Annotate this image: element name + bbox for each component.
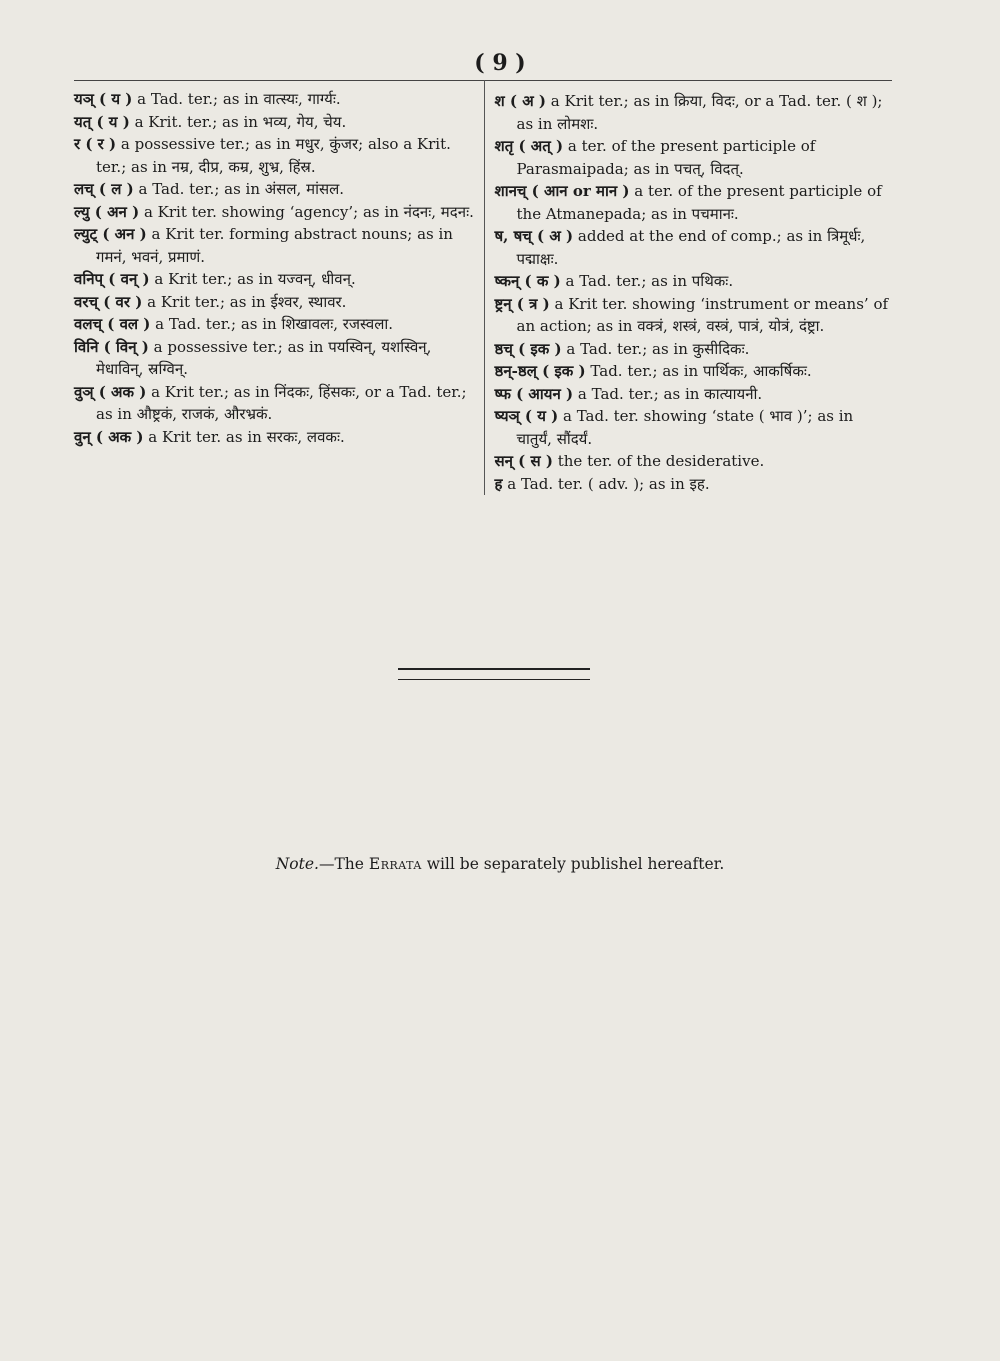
note-dash: —: [318, 855, 335, 873]
entry-term: लच् ( ल ): [74, 180, 134, 198]
entry-definition: a possessive ter.; as in पयस्विन्, यशस्विन्, मेधाविन्, स्रग्विन्.: [96, 337, 432, 378]
entry-term: श ( अ ): [494, 92, 547, 110]
entry-definition: Tad. ter.; as in पार्थिकः, आकर्षिकः.: [585, 362, 812, 380]
entry-definition: a Krit ter. showing ‘instrument or means’ of an action; as in वक्त्रं, शस्त्रं, वस्त्रं, पात्रं, योत्रं, दंष्ट्रा.: [516, 294, 889, 335]
entry-definition: the ter. of the desiderative.: [552, 452, 765, 470]
entry-term: ष्ठच् ( इक ): [494, 339, 562, 358]
section-divider: [398, 668, 590, 680]
entry-term: ष्ठन्-ष्ठल् ( इक ): [494, 362, 586, 380]
entry-definition: a Tad. ter.; as in शिखावलः, रजस्वला.: [150, 315, 394, 333]
glossary-entry: [74, 111, 476, 134]
entry-definition: a Krit ter.; as in क्रिया, विदः, or a Tad. ter. ( श ); as in लोमशः.: [516, 92, 883, 133]
entry-definition: a ter. of the present participle of Parasmaipada; as in पचत्, विदत्.: [516, 137, 816, 178]
entry-term: शतृ ( अत् ): [494, 137, 564, 155]
entry-term: ष्कन् ( क ): [494, 272, 561, 290]
entry-term: ल्यु ( अन ): [74, 202, 140, 221]
glossary-columns: [74, 80, 892, 495]
entry-term: ष्यञ् ( य ): [494, 407, 559, 425]
glossary-entry: [74, 88, 476, 111]
entry-term: ष, षच् ( अ ): [494, 227, 574, 245]
entry-term: वरच् ( वर ): [74, 292, 143, 311]
entry-term: वुन् ( अक ): [74, 427, 144, 446]
entry-term: यत् ( य ): [74, 112, 130, 131]
glossary-entry: [495, 383, 893, 406]
entry-term: वलच् ( वल ): [74, 315, 151, 333]
right-column: [484, 80, 893, 495]
glossary-entry: [74, 201, 476, 224]
entry-term: ह: [494, 474, 503, 493]
entry-definition: a Krit ter.; as in यज्वन्, धीवन्.: [149, 270, 356, 288]
left-column: [74, 80, 484, 495]
entry-definition: a Tad. ter.; as in वात्स्यः, गार्ग्यः.: [132, 90, 341, 108]
glossary-entry: [74, 223, 476, 268]
glossary-entry: [74, 133, 476, 178]
note-text-after: will be separately publishel hereafter.: [421, 855, 725, 873]
glossary-entry: [74, 178, 476, 201]
entry-term: यञ् ( य ): [74, 90, 133, 108]
entry-term: वनिप् ( वन् ): [74, 270, 150, 288]
glossary-entry: [495, 225, 893, 270]
entry-definition: a Tad. ter.; as in कुसीदिकः.: [561, 339, 750, 358]
glossary-entry: [495, 135, 893, 180]
entry-definition: a Krit ter. forming abstract nouns; as in गमनं, भवनं, प्रमाणं.: [96, 225, 453, 266]
glossary-entry: [495, 450, 893, 473]
glossary-entry: [74, 336, 476, 381]
entry-definition: added at the end of comp.; as in त्रिमूर्धः, पद्माक्षः.: [516, 227, 866, 268]
entry-term: विनि ( विन् ): [74, 337, 149, 356]
entry-definition: a Tad. ter.; as in अंसल, मांसल.: [133, 180, 345, 198]
entry-term: ष्ट्रन् ( त्र ): [494, 294, 550, 313]
glossary-entry: [495, 338, 893, 361]
entry-term: वुञ् ( अक ): [74, 382, 147, 401]
entry-term: सन् ( स ): [494, 452, 553, 470]
entry-definition: a Krit ter.; as in निंदकः, हिंसकः, or a Tad. ter.; as in औष्ट्रकं, राजकं, औरभ्रकं.: [96, 382, 467, 423]
entry-term: ल्युट् ( अन ): [74, 225, 147, 243]
entry-definition: a ter. of the present participle of the Atmanepada; as in पचमानः.: [516, 182, 882, 223]
glossary-entry: [495, 293, 893, 338]
errata-word: Errata: [368, 855, 422, 873]
entry-definition: a Tad. ter. ( adv. ); as in इह.: [502, 474, 710, 493]
entry-definition: a Krit ter. showing ‘agency’; as in नंदनः, मदनः.: [139, 202, 474, 221]
glossary-entry: [74, 313, 476, 336]
page-number: ( 9 ): [474, 50, 526, 76]
glossary-entry: [495, 90, 893, 135]
entry-definition: a Krit. ter.; as in भव्य, गेय, चेय.: [129, 112, 347, 131]
entry-definition: a Tad. ter.; as in पथिकः.: [560, 272, 734, 290]
errata-note: [0, 855, 1000, 873]
entry-term: ष्फ ( आयन ): [494, 384, 574, 403]
entry-definition: a Tad. ter. showing ‘state ( भाव )’; as in चातुर्यं, सौंदर्यं.: [516, 407, 854, 448]
glossary-entry: [495, 360, 893, 383]
entry-term: र ( र ): [74, 135, 117, 153]
entry-term: शानच् ( आन or मान ): [494, 182, 630, 200]
glossary-entry: [495, 270, 893, 293]
entry-definition: a Krit ter.; as in ईश्वर, स्थावर.: [142, 292, 347, 311]
entry-definition: a Tad. ter.; as in कात्यायनी.: [573, 384, 763, 403]
glossary-entry: [74, 381, 476, 426]
note-text-before: The: [334, 855, 369, 873]
glossary-entry: [495, 405, 893, 450]
glossary-entry: [74, 268, 476, 291]
entry-definition: a Krit ter. as in सरकः, लवकः.: [143, 427, 345, 446]
entry-definition: a possessive ter.; as in मधुर, कुंजर; also a Krit. ter.; as in नम्र, दीप्र, कम्र, शुभ्र, हिंस्र.: [96, 135, 451, 176]
note-label: Note.: [275, 855, 319, 873]
glossary-entry: [495, 473, 893, 496]
glossary-entry: [74, 291, 476, 314]
glossary-entry: [495, 180, 893, 225]
glossary-entry: [74, 426, 476, 449]
